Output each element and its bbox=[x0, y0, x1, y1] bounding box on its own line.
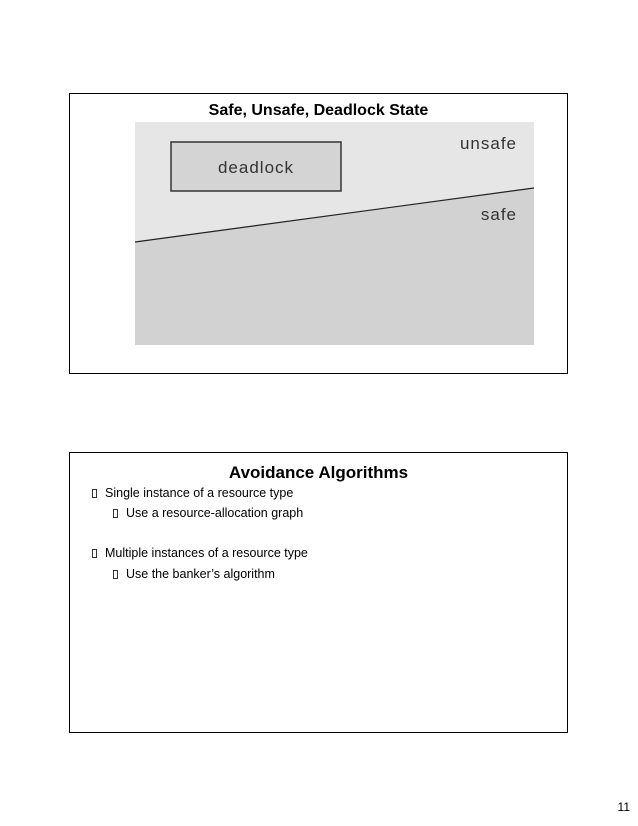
state-diagram bbox=[135, 122, 534, 345]
page-number: 11 bbox=[617, 800, 630, 814]
bullet-box-icon bbox=[113, 570, 118, 579]
bullet-box-icon bbox=[113, 509, 118, 518]
bullet-text: Multiple instances of a resource type bbox=[105, 546, 308, 560]
sub-bullet-text: Use the banker’s algorithm bbox=[126, 567, 275, 581]
bullet-item bbox=[92, 486, 293, 500]
bullet-box-icon bbox=[92, 489, 97, 498]
bullet-box-icon bbox=[92, 549, 97, 558]
bullet-item bbox=[92, 546, 308, 560]
slide-title: Avoidance Algorithms bbox=[228, 463, 409, 482]
slide-title: Safe, Unsafe, Deadlock State bbox=[208, 102, 429, 119]
slide-safe-unsafe-deadlock bbox=[69, 93, 568, 374]
sub-bullet-item bbox=[113, 567, 275, 581]
slide-avoidance-algorithms bbox=[69, 452, 568, 733]
safe-label: safe bbox=[480, 205, 517, 224]
deadlock-label: deadlock bbox=[217, 158, 295, 177]
unsafe-label: unsafe bbox=[459, 134, 517, 153]
bullet-text: Single instance of a resource type bbox=[105, 486, 294, 500]
sub-bullet-item bbox=[113, 506, 303, 520]
sub-bullet-text: Use a resource-allocation graph bbox=[126, 506, 304, 520]
